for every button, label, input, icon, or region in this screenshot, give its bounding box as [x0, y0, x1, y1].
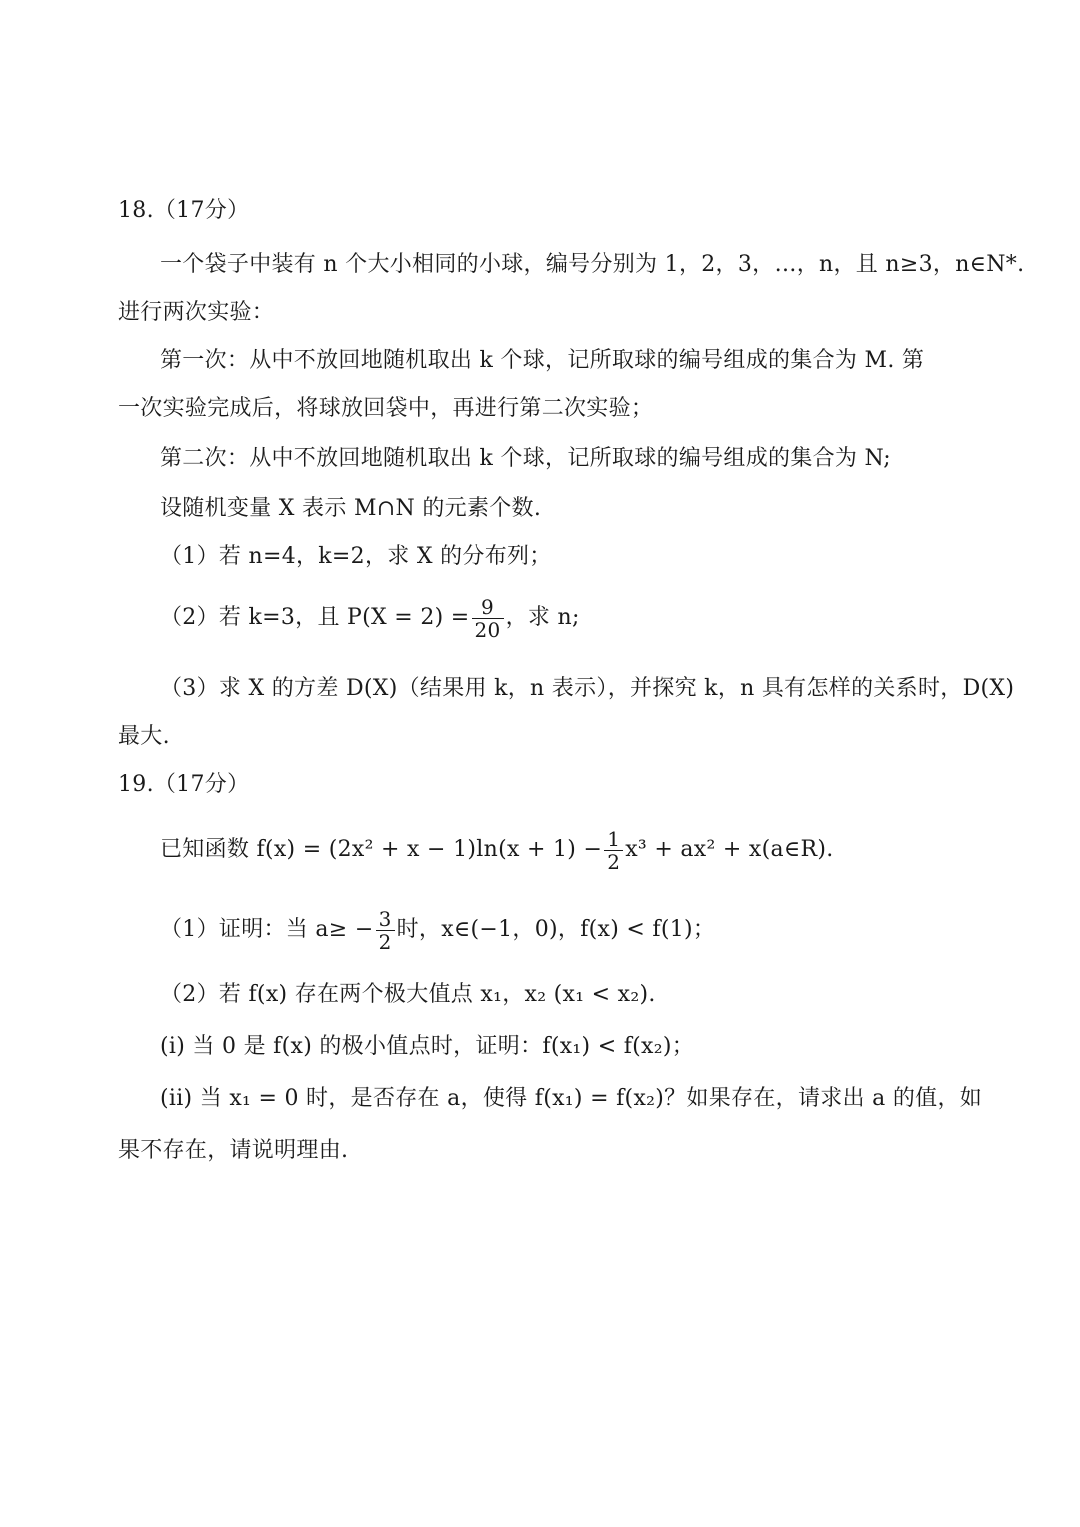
q18-paragraph-4: 设随机变量 X 表示 M∩N 的元素个数. — [160, 496, 542, 521]
q19-subquestion-2-i: (i) 当 0 是 f(x) 的极小值点时，证明：f(x₁) < f(x₂)； — [160, 1034, 695, 1059]
q19-intro — [160, 820, 834, 880]
q19-subquestion-2-ii: (ii) 当 x₁ = 0 时，是否存在 a，使得 f(x₁) = f(x₂)？如果存在，请求出 a 的值，如 — [160, 1086, 983, 1111]
q18-subquestion-3-cont: 最大. — [118, 724, 170, 749]
q18-s2-text-post: ，求 n; — [505, 605, 580, 630]
q18-paragraph-1-cont: 进行两次实验： — [118, 300, 275, 325]
q19-s1-text-post: 时，x∈(−1，0)，f(x) < f(1)； — [396, 917, 716, 942]
q19-intro-fraction — [604, 828, 623, 873]
q19-header: 19.（17分） — [118, 772, 250, 797]
q18-paragraph-2-cont: 一次实验完成后，将球放回袋中，再进行第二次实验； — [118, 396, 654, 421]
q19-intro-text-post: x³ + ax² + x(a∈R). — [625, 837, 834, 862]
q18-s2-text-pre: （2）若 k=3，且 P(X = 2) = — [160, 605, 470, 630]
q18-s2-fraction — [472, 596, 504, 641]
q18-s2-denominator: 20 — [474, 617, 501, 642]
q18-subquestion-2 — [160, 588, 580, 648]
q18-paragraph-2: 第一次：从中不放回地随机取出 k 个球，记所取球的编号组成的集合为 M. 第 — [160, 348, 925, 373]
q18-s2-numerator: 9 — [472, 596, 504, 619]
q18-subquestion-1: （1）若 n=4，k=2，求 X 的分布列； — [160, 544, 552, 569]
q19-intro-text-pre: 已知函数 f(x) = (2x² + x − 1)ln(x + 1) − — [160, 837, 603, 862]
q19-s1-denominator: 2 — [378, 929, 392, 954]
q19-subquestion-1 — [160, 900, 715, 960]
q18-subquestion-3: （3）求 X 的方差 D(X)（结果用 k，n 表示），并探究 k，n 具有怎样的关系时，D(X) — [160, 676, 1015, 701]
q19-s1-text-pre: （1）证明：当 a≥ − — [160, 917, 374, 942]
q19-s1-numerator: 3 — [376, 908, 395, 931]
q18-header: 18.（17分） — [118, 198, 250, 223]
q19-subquestion-2-ii-cont: 果不存在，请说明理由. — [118, 1138, 349, 1163]
q19-s1-fraction — [376, 908, 395, 953]
q19-subquestion-2: （2）若 f(x) 存在两个极大值点 x₁，x₂ (x₁ < x₂). — [160, 982, 656, 1007]
q19-intro-numerator: 1 — [604, 828, 623, 851]
q18-paragraph-1: 一个袋子中装有 n 个大小相同的小球，编号分别为 1，2，3，…，n，且 n≥3，n∈N*. — [160, 252, 1025, 277]
q18-paragraph-3: 第二次：从中不放回地随机取出 k 个球，记所取球的编号组成的集合为 N; — [160, 446, 891, 471]
q19-intro-denominator: 2 — [607, 849, 621, 874]
